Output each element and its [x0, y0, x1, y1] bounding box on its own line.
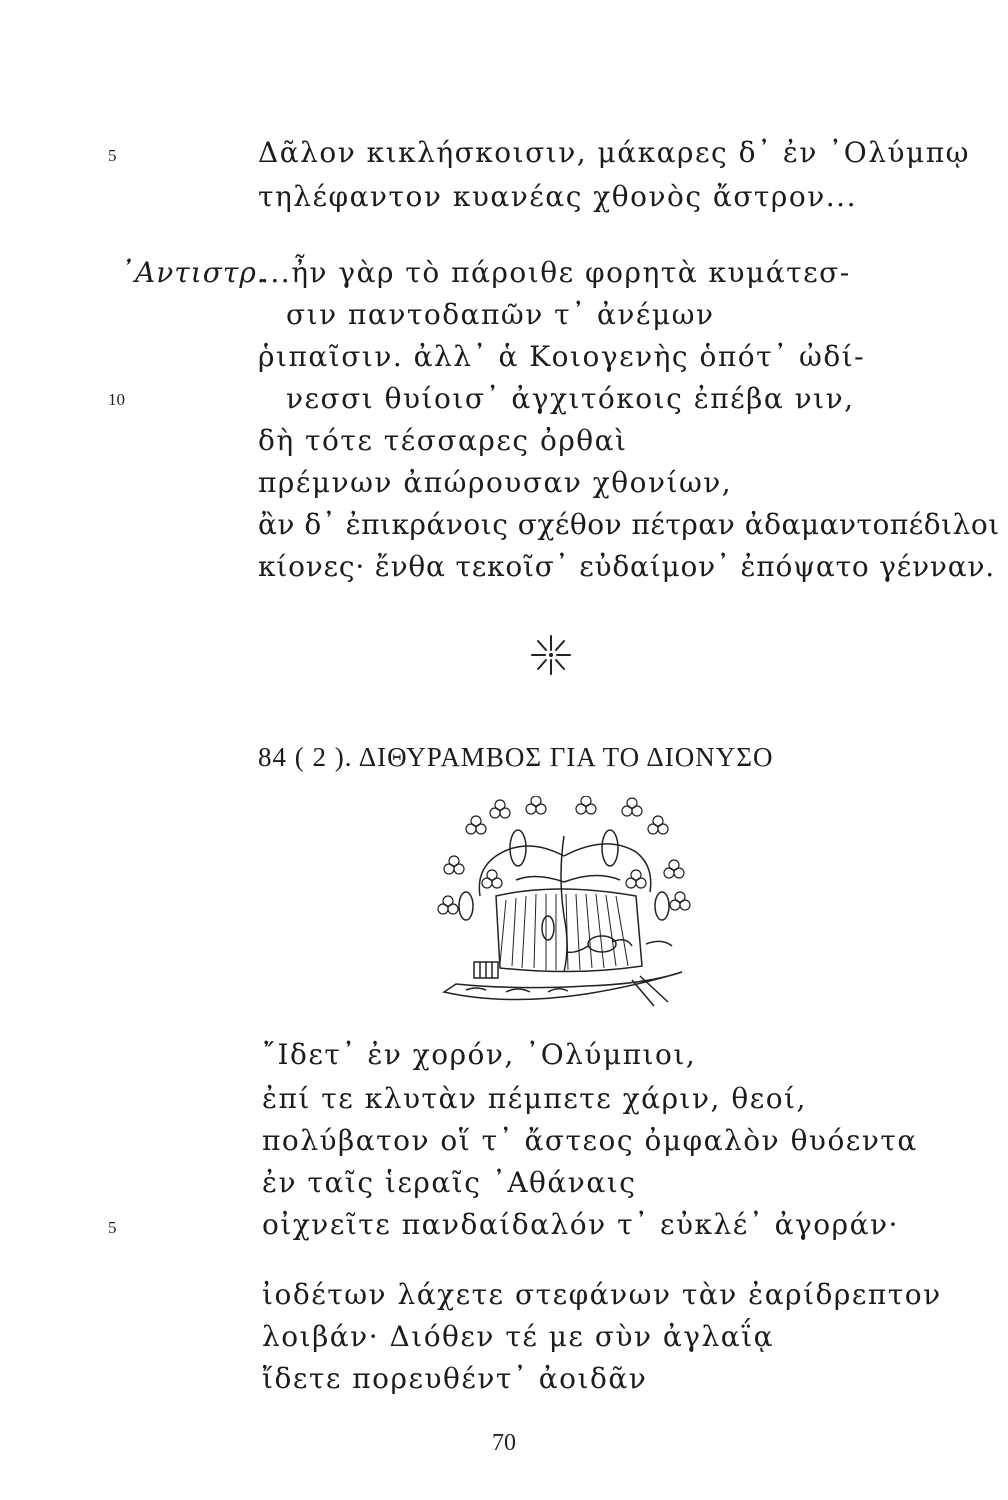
- star-ornament-icon: [528, 632, 574, 678]
- verse-line: ἴδετε πορευθέντ᾽ ἀοιδᾶν: [262, 1362, 648, 1395]
- verse-line: κίονες· ἔνθα τεκοῖσ᾽ εὐδαίμον᾽ ἐπόψατο γένναν.: [258, 550, 995, 583]
- antistrophe-label: ᾽Αντιστρ.: [120, 256, 267, 289]
- verse-line: δὴ τότε τέσσαρες ὀρθαὶ: [258, 424, 628, 457]
- verse-line: οἰχνεῖτε πανδαίδαλόν τ᾽ εὐκλέ᾽ ἀγοράν·: [262, 1208, 899, 1241]
- line-number: 10: [108, 390, 125, 409]
- verse-line: πολύβατον οἵ τ᾽ ἄστεος ὀμφαλὸν θυόεντα: [262, 1124, 918, 1157]
- page-number: 70: [492, 1430, 516, 1456]
- verse-line: νεσσι θυίοισ᾽ ἀγχιτόκοις ἐπέβα νιν,: [286, 382, 855, 415]
- verse-line: ἰοδέτων λάχετε στεφάνων τὰν ἐαρίδρεπτον: [262, 1278, 942, 1311]
- verse-line: ῥιπαῖσιν. ἀλλ᾽ ἁ Κοιογενὴς ὁπότ᾽ ὠδί-: [258, 340, 866, 373]
- verse-line: ῎Ιδετ᾽ ἐν χορόν, ᾽Ολύμπιοι,: [262, 1038, 697, 1071]
- verse-line: Δᾶλον κικλήσκοισιν, μάκαρες δ᾽ ἐν ᾽Ολύμπῳ: [258, 136, 970, 169]
- verse-line: σιν παντοδαπῶν τ᾽ ἀνέμων: [286, 298, 715, 331]
- line-number: 5: [108, 146, 117, 165]
- verse-line: λοιβάν· Διόθεν τέ με σὺν ἀγλαΐᾳ: [262, 1320, 775, 1353]
- line-number: 5: [108, 1218, 117, 1237]
- verse-line: ἐπί τε κλυτὰν πέμπετε χάριν, θεοί,: [262, 1082, 807, 1115]
- section-heading: 84 ( 2 ). ΔΙΘΥΡΑΜΒΟΣ ΓΙΑ ΤΟ ΔΙΟΝΥΣΟ: [258, 742, 774, 772]
- verse-line: ἂν δ᾽ ἐπικράνοις σχέθον πέτραν ἀδαμαντοπέδιλοι: [258, 508, 1000, 541]
- verse-line: τηλέφαντον κυανέας χθονὸς ἄστρον...: [258, 180, 857, 213]
- verse-line: ...ἦν γὰρ τὸ πάροιθε φορητὰ κυμάτεσ-: [260, 256, 851, 289]
- verse-line: πρέμνων ἀπώρουσαν χθονίων,: [258, 466, 733, 499]
- dionysus-ship-vine-icon: [436, 796, 692, 1008]
- verse-line: ἐν ταῖς ἱεραῖς ᾽Αθάναις: [262, 1166, 637, 1199]
